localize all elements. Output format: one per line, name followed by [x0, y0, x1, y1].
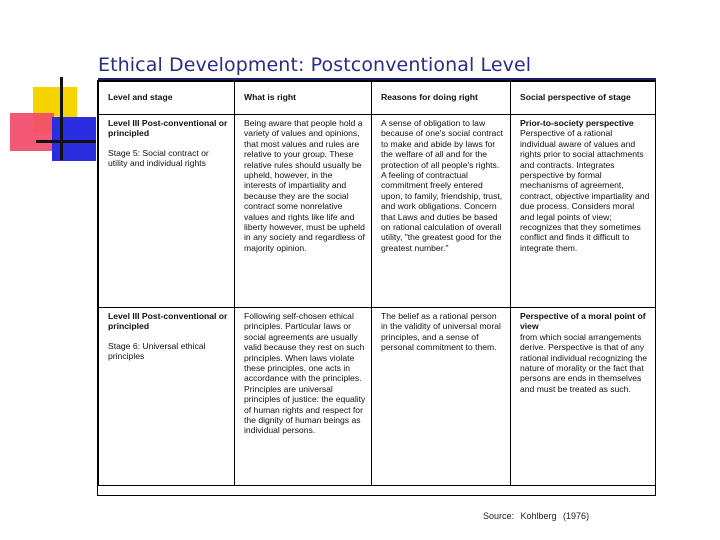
level-label: Level III Post-conventional or principled: [108, 118, 228, 139]
header-what-is-right: What is right: [235, 82, 372, 115]
cell-level-stage: [99, 115, 235, 308]
stage-label: Stage 6: Universal ethical principles: [108, 340, 206, 362]
stage-table: [98, 81, 656, 486]
cell-what-is-right: Being aware that people hold a variety of values and opinions, that most values and rules are relative to your group. These relative rules should usually be upheld, however, in the interests of impartiality and because they are the social contract some nonrelative values and rights like life and liberty however, must be upheld in any society and regardless of majority opinion.: [235, 115, 372, 308]
cell-reasons: The belief as a rational person in the validity of universal moral principles, and a sense of personal commitment to them.: [372, 308, 511, 486]
header-level-and-stage: Level and stage: [99, 82, 235, 115]
cell-reasons: A sense of obligation to law because of one's social contract to make and abide by laws for the welfare of all and for the protection of all people's rights. A feeling of contractual commitment freely entered upon, to family, friendship, trust, and work obligations. Concern that Laws and duties be based on rational calculation of overall utility, "the greatest good for the greatest number.": [372, 115, 511, 308]
header-reasons: Reasons for doing right: [372, 82, 511, 115]
perspective-text: from which social arrangements derive. Perspective is that of any rational individual recognizing the nature of morality or the fact that persons are ends in themselves and must be treated as such.: [520, 331, 648, 394]
decorative-red-square: [10, 113, 54, 151]
table-row: [99, 115, 656, 308]
decorative-vertical-line: [60, 77, 63, 160]
stage-label: Stage 5: Social contract or utility and individual rights: [108, 147, 209, 169]
header-social-perspective: Social perspective of stage: [511, 82, 656, 115]
table-header-row: [99, 82, 656, 115]
cell-perspective: [511, 115, 656, 308]
stage-table-frame: [97, 80, 656, 496]
cell-level-stage: [99, 308, 235, 486]
table-row: [99, 308, 656, 486]
perspective-text: Perspective of a rational individual aware of values and rights prior to social attachments and contracts. Integrates perspective by formal mechanisms of agreement, contract, objective impartiality and due process. Considers moral and legal points of view; recognizes that they sometimes conflict and finds it difficult to integrate them.: [520, 128, 650, 253]
perspective-heading: Prior-to-society perspective: [520, 118, 634, 128]
cell-what-is-right: Following self-chosen ethical principles. Particular laws or social agreements are usually valid because they rest on such principles. When laws violate these principles, one acts in accordance with the principles. Principles are universal principles of justice: the equality of human rights and respect for the dignity of human beings as individual persons.: [235, 308, 372, 486]
decorative-blue-square: [52, 117, 96, 161]
source-citation: Source: Kohlberg (1976): [483, 511, 590, 521]
cell-perspective: [511, 308, 656, 486]
decorative-horizontal-line: [36, 140, 96, 143]
slide-title: Ethical Development: Postconventional Level: [98, 54, 532, 76]
level-label: Level III Post-conventional or principled: [108, 311, 228, 332]
perspective-heading: Perspective of a moral point of view: [520, 311, 646, 332]
